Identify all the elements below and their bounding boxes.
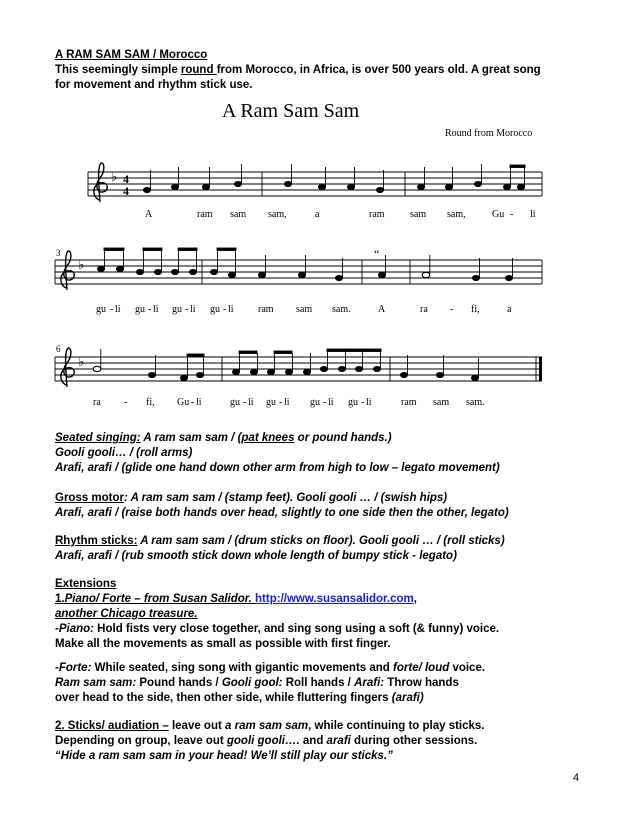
page-number: 4	[573, 772, 580, 784]
lyric: ram	[401, 397, 417, 408]
lyric: li	[328, 397, 334, 408]
staff-2	[55, 260, 542, 284]
lyric: ram	[197, 209, 213, 220]
lyric: sam.	[466, 397, 485, 408]
lyric: li	[153, 304, 159, 315]
flat-icon: ♭	[78, 257, 85, 272]
lyric: -	[243, 397, 247, 408]
score-subtitle: Round from Morocco	[445, 128, 533, 139]
lyric: fi,	[471, 304, 480, 315]
lyric: sam	[230, 209, 247, 220]
lyric: li	[115, 304, 121, 315]
lyric: li	[366, 397, 372, 408]
lyric: A	[378, 304, 386, 315]
lyric: gu	[210, 304, 220, 315]
lyric: gu	[266, 397, 276, 408]
lyric: li	[284, 397, 290, 408]
seated-line-1: Seated singing: A ram sam sam / (pat knees or pound hands.)	[55, 432, 392, 444]
sticks-line-2: Arafi, arafi / (rub smooth stick down whole length of bumpy stick - legato)	[55, 550, 457, 562]
lyric: -	[185, 304, 189, 315]
lyric: -	[148, 304, 152, 315]
lyric: li	[228, 304, 234, 315]
lyric: a	[507, 304, 512, 315]
intro-line-2: for movement and rhythm stick use.	[55, 79, 253, 91]
lyric: gu	[135, 304, 145, 315]
ext-line-8: 2. Sticks/ audiation – leave out a ram sam sam, while continuing to play sticks.	[55, 720, 485, 732]
lyric: -	[323, 397, 327, 408]
lyric: -	[279, 397, 283, 408]
notes-2	[97, 248, 512, 281]
lyric: -	[450, 304, 454, 315]
measure-number: 3	[56, 248, 61, 258]
lyric: li	[248, 397, 254, 408]
time-sig-top: 4	[123, 172, 129, 186]
lyric: -	[110, 304, 114, 315]
lyric: li	[196, 397, 202, 408]
lyric: gu	[172, 304, 182, 315]
salidor-link[interactable]: http://www.susansalidor.com	[255, 593, 414, 605]
notes-3	[93, 349, 478, 381]
lyric: sam	[410, 209, 427, 220]
ext-line-3: -Piano: Hold fists very close together, and sing song using a soft (& funny) voice.	[55, 623, 500, 635]
lyric: ram	[258, 304, 274, 315]
ext-line-10: “Hide a ram sam sam in your head! We’ll still play our sticks.”	[55, 750, 393, 762]
ext-line-4: Make all the movements as small as possible with first finger.	[55, 638, 391, 650]
ext-line-7: over head to the side, then other side, while fluttering fingers (arafi)	[55, 692, 424, 704]
lyric: sam,	[447, 209, 466, 220]
lyric: a	[315, 209, 320, 220]
lyric: gu	[96, 304, 106, 315]
lyric: Gu	[177, 397, 190, 408]
ext-line-6: Ram sam sam: Pound hands / Gooli gool: Roll hands / Arafi: Throw hands	[55, 677, 459, 689]
gross-line-1: Gross motor: A ram sam sam / (stamp feet). Gooli gooli … / (swish hips)	[55, 492, 448, 504]
lyric: A	[145, 209, 153, 220]
lyric: -	[361, 397, 365, 408]
lyric: li	[530, 209, 536, 220]
sign-icon: “	[374, 247, 380, 261]
lyric: gu	[348, 397, 358, 408]
lyric: sam	[433, 397, 450, 408]
lyric: gu	[310, 397, 320, 408]
lyric: -	[191, 397, 195, 408]
seated-line-2: Gooli gooli… / (roll arms)	[55, 447, 193, 459]
staff-3	[55, 357, 542, 381]
extensions-title: Extensions	[55, 578, 117, 590]
ext-line-1: 1.Piano/ Forte – from Susan Salidor. http://www.susansalidor.com,	[55, 593, 417, 605]
lyric: fi,	[146, 397, 155, 408]
flat-icon: ♭	[111, 169, 118, 184]
lyric: ra	[93, 397, 101, 408]
lyric: gu	[230, 397, 240, 408]
lyric: ram	[369, 209, 385, 220]
lyric: sam,	[268, 209, 287, 220]
staff-1	[88, 172, 542, 196]
ext-line-2: another Chicago treasure.	[55, 608, 198, 620]
lyric: Gu	[492, 209, 505, 220]
intro-line-1: This seemingly simple round from Morocco, in Africa, is over 500 years old. A great song	[55, 64, 541, 76]
flat-icon: ♭	[78, 354, 85, 369]
page-title: A RAM SAM SAM / Morocco	[55, 49, 208, 61]
lyric: -	[223, 304, 227, 315]
lyric: sam	[296, 304, 313, 315]
ext-line-5: -Forte: While seated, sing song with gigantic movements and forte/ loud voice.	[55, 662, 486, 674]
lyric: sam.	[332, 304, 351, 315]
lyric: ra	[420, 304, 428, 315]
sticks-line-1: Rhythm sticks: A ram sam sam / (drum sticks on floor). Gooli gooli … / (roll sticks)	[55, 535, 505, 547]
ext-line-9: Depending on group, leave out gooli gooli…. and arafi during other sessions.	[55, 735, 478, 747]
lyric: -	[124, 397, 128, 408]
score-title: A Ram Sam Sam	[222, 100, 360, 122]
time-sig-bottom: 4	[123, 184, 129, 198]
measure-number: 6	[56, 344, 61, 354]
gross-line-2: Arafi, arafi / (raise both hands over head, slightly to one side then the other, legato)	[55, 507, 509, 519]
lyric: li	[190, 304, 196, 315]
lyric: -	[510, 209, 514, 220]
seated-line-3: Arafi, arafi / (glide one hand down other arm from high to low – legato movement)	[55, 462, 500, 474]
